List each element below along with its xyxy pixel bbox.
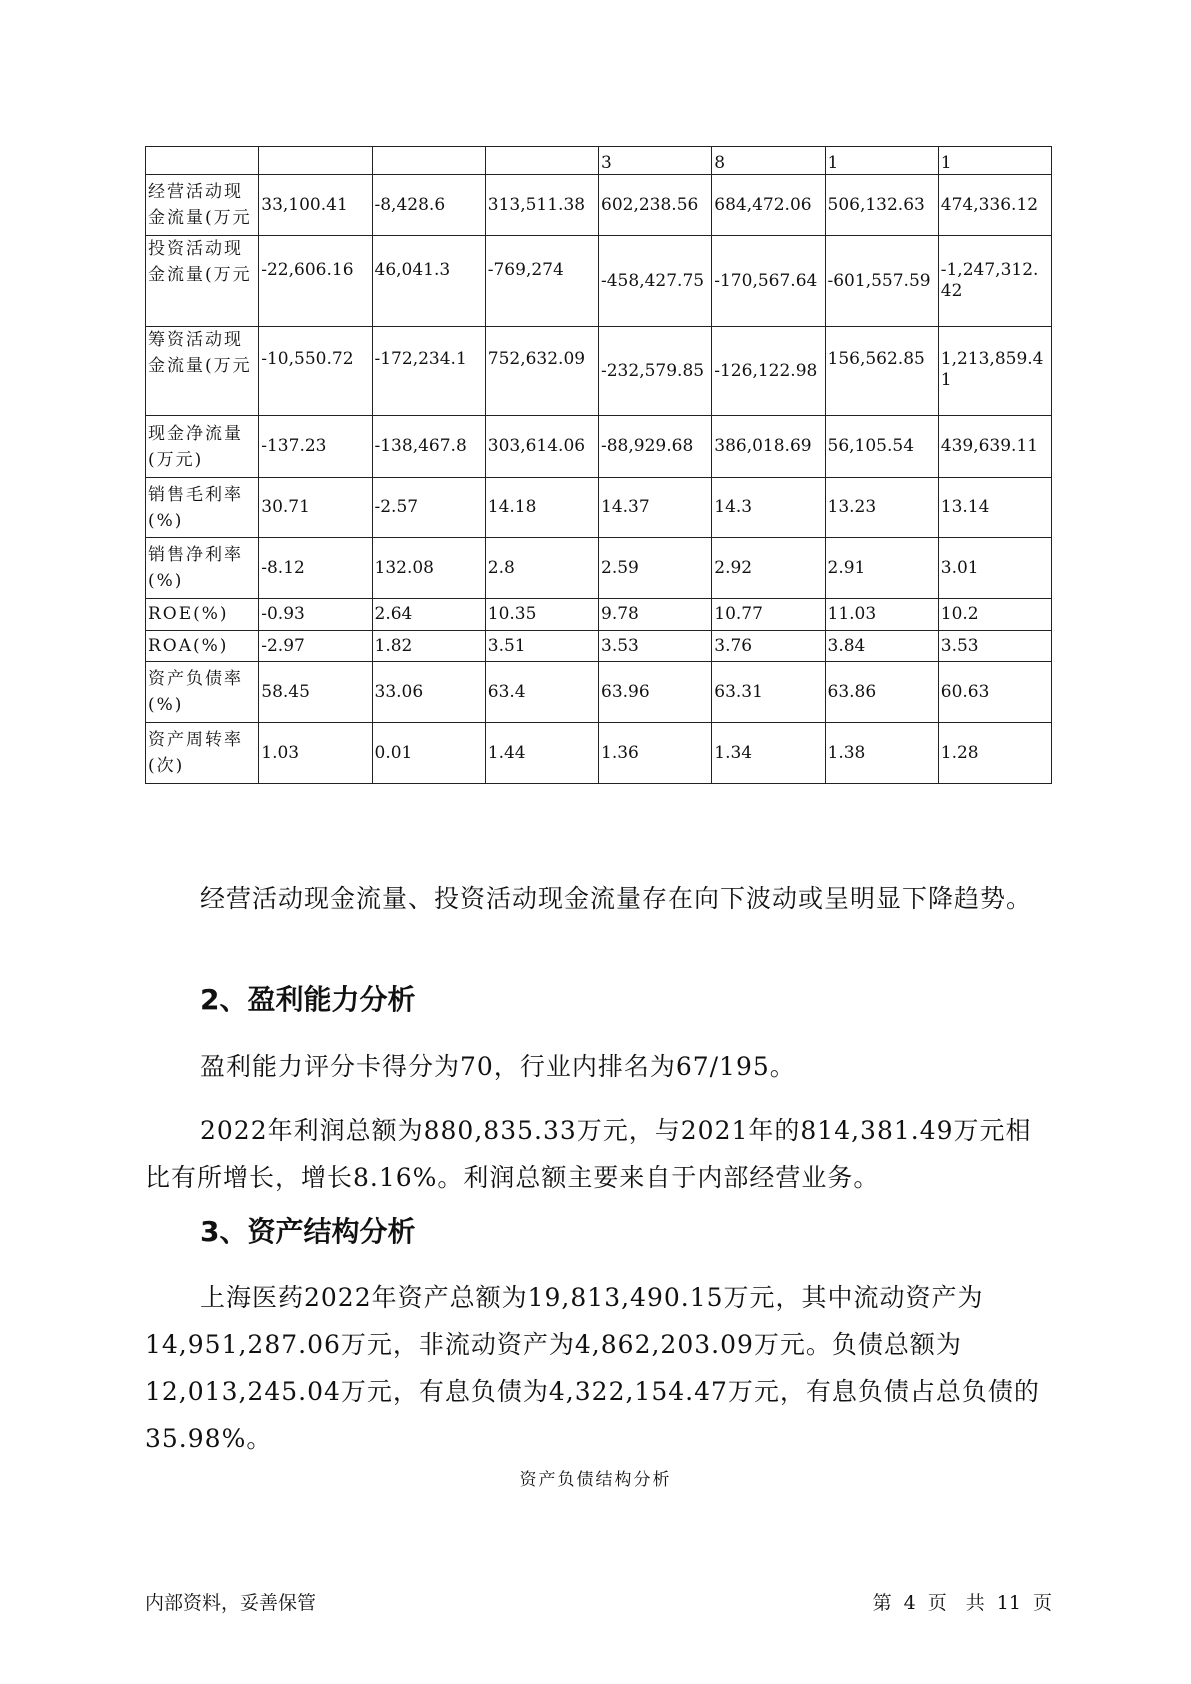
table-cell: 2.91: [825, 538, 938, 599]
section-heading-asset-structure: 3、资产结构分析: [200, 1215, 416, 1248]
table-cell: 56,105.54: [825, 416, 938, 478]
table-cell: 303,614.06: [485, 416, 598, 478]
table-cell: -8.12: [259, 538, 372, 599]
table-cell: 46,041.3: [372, 236, 485, 327]
table-cell: 3.76: [712, 631, 825, 662]
table-cell: 1.38: [825, 723, 938, 784]
table-cell: 2.92: [712, 538, 825, 599]
table-cell: 11.03: [825, 599, 938, 631]
table-cell: 506,132.63: [825, 175, 938, 236]
table-caption: 资产负债结构分析: [519, 1470, 672, 1490]
table-cell: 63.86: [825, 662, 938, 723]
page-number: 第 4 页 共 11 页: [872, 1592, 1052, 1614]
table-cell: 33.06: [372, 662, 485, 723]
table-cell: 13.23: [825, 478, 938, 538]
table-cell: 10.2: [938, 599, 1051, 631]
row-label: 销售净利率(%): [146, 538, 259, 599]
table-cell: [372, 147, 485, 175]
table-cell: 30.71: [259, 478, 372, 538]
table-cell: 684,472.06: [712, 175, 825, 236]
table-cell: 156,562.85: [825, 327, 938, 416]
table-row: [146, 631, 1052, 662]
table-cell: 10.35: [485, 599, 598, 631]
table-cell: 3.53: [938, 631, 1051, 662]
table-cell: 1.36: [599, 723, 712, 784]
table-cell: 313,511.38: [485, 175, 598, 236]
table-cell: -2.57: [372, 478, 485, 538]
table-cell: 8: [712, 147, 825, 175]
section-heading-profitability: 2、盈利能力分析: [200, 983, 416, 1016]
table-cell: [485, 147, 598, 175]
table-cell: 3.51: [485, 631, 598, 662]
table-cell: 14.3: [712, 478, 825, 538]
table-cell: -769,274: [485, 236, 598, 327]
table-row: [146, 327, 1052, 416]
table-row: [146, 236, 1052, 327]
table-cell: -138,467.8: [372, 416, 485, 478]
table-cell: 60.63: [938, 662, 1051, 723]
footer-confidential: 内部资料，妥善保管: [145, 1592, 317, 1614]
table-cell: 9.78: [599, 599, 712, 631]
table-cell: [146, 147, 259, 175]
table-cell: 1.82: [372, 631, 485, 662]
table-cell: 10.77: [712, 599, 825, 631]
table-cell: -170,567.64: [712, 236, 825, 327]
row-label: 经营活动现金流量(万元: [146, 175, 259, 236]
table-cell: 132.08: [372, 538, 485, 599]
table-row: [146, 175, 1052, 236]
financial-indicators-table: [145, 146, 1052, 784]
paragraph-profit-score: 盈利能力评分卡得分为70，行业内排名为67/195。: [200, 1052, 796, 1081]
table-row: [146, 723, 1052, 784]
table-cell: -137.23: [259, 416, 372, 478]
row-label: ROA(%): [146, 631, 259, 662]
table-row: [146, 416, 1052, 478]
table-cell: 2.8: [485, 538, 598, 599]
table-cell: 58.45: [259, 662, 372, 723]
table-cell: -8,428.6: [372, 175, 485, 236]
table-row: [146, 662, 1052, 723]
table-cell: 63.96: [599, 662, 712, 723]
row-label: 销售毛利率(%): [146, 478, 259, 538]
table-cell: 1: [938, 147, 1051, 175]
table-cell: [259, 147, 372, 175]
table-cell: 1.44: [485, 723, 598, 784]
table-cell: -172,234.1: [372, 327, 485, 416]
table-row: [146, 478, 1052, 538]
table-row: [146, 147, 1052, 175]
table-cell: 3: [599, 147, 712, 175]
table-cell: 1.03: [259, 723, 372, 784]
paragraph-asset-structure: 上海医药2022年资产总额为19,813,490.15万元，其中流动资产为14,951,287.06万元，非流动资产为4,862,203.09万元。负债总额为12,013,245.04万元，有息负债为4,322,154.47万元，有息负债占总负债的35.98%。: [145, 1283, 1040, 1453]
table-cell: -601,557.59: [825, 236, 938, 327]
table-cell: -0.93: [259, 599, 372, 631]
table-cell: 3.01: [938, 538, 1051, 599]
table-cell: 14.37: [599, 478, 712, 538]
table-cell: -22,606.16: [259, 236, 372, 327]
table-cell: -232,579.85: [599, 327, 712, 416]
table-cell: 2.64: [372, 599, 485, 631]
row-label: 筹资活动现金流量(万元: [146, 327, 259, 416]
table-cell: 1: [825, 147, 938, 175]
table-cell: -88,929.68: [599, 416, 712, 478]
table-cell: 63.4: [485, 662, 598, 723]
table-cell: 1.34: [712, 723, 825, 784]
table-row: [146, 538, 1052, 599]
table-cell: 2.59: [599, 538, 712, 599]
table-cell: 3.84: [825, 631, 938, 662]
table-cell: 439,639.11: [938, 416, 1051, 478]
table-cell: 0.01: [372, 723, 485, 784]
table-cell: -1,247,312.42: [938, 236, 1051, 327]
table-cell: 386,018.69: [712, 416, 825, 478]
table-cell: -126,122.98: [712, 327, 825, 416]
table-cell: 13.14: [938, 478, 1051, 538]
row-label: 投资活动现金流量(万元: [146, 236, 259, 327]
row-label: 资产负债率(%): [146, 662, 259, 723]
table-row: [146, 599, 1052, 631]
table-cell: -2.97: [259, 631, 372, 662]
table-cell: 14.18: [485, 478, 598, 538]
table-cell: 752,632.09: [485, 327, 598, 416]
row-label: 现金净流量(万元): [146, 416, 259, 478]
table-cell: 602,238.56: [599, 175, 712, 236]
table-cell: 1.28: [938, 723, 1051, 784]
paragraph-cashflow-trend: 经营活动现金流量、投资活动现金流量存在向下波动或呈明显下降趋势。: [200, 884, 1033, 913]
table-cell: 474,336.12: [938, 175, 1051, 236]
row-label: ROE(%): [146, 599, 259, 631]
table-cell: 33,100.41: [259, 175, 372, 236]
table-cell: 3.53: [599, 631, 712, 662]
paragraph-profit-total: 2022年利润总额为880,835.33万元，与2021年的814,381.49万元相比有所增长，增长8.16%。利润总额主要来自于内部经营业务。: [145, 1116, 1032, 1192]
table-cell: -458,427.75: [599, 236, 712, 327]
table-cell: 63.31: [712, 662, 825, 723]
table-cell: 1,213,859.41: [938, 327, 1051, 416]
row-label: 资产周转率(次): [146, 723, 259, 784]
table-cell: -10,550.72: [259, 327, 372, 416]
